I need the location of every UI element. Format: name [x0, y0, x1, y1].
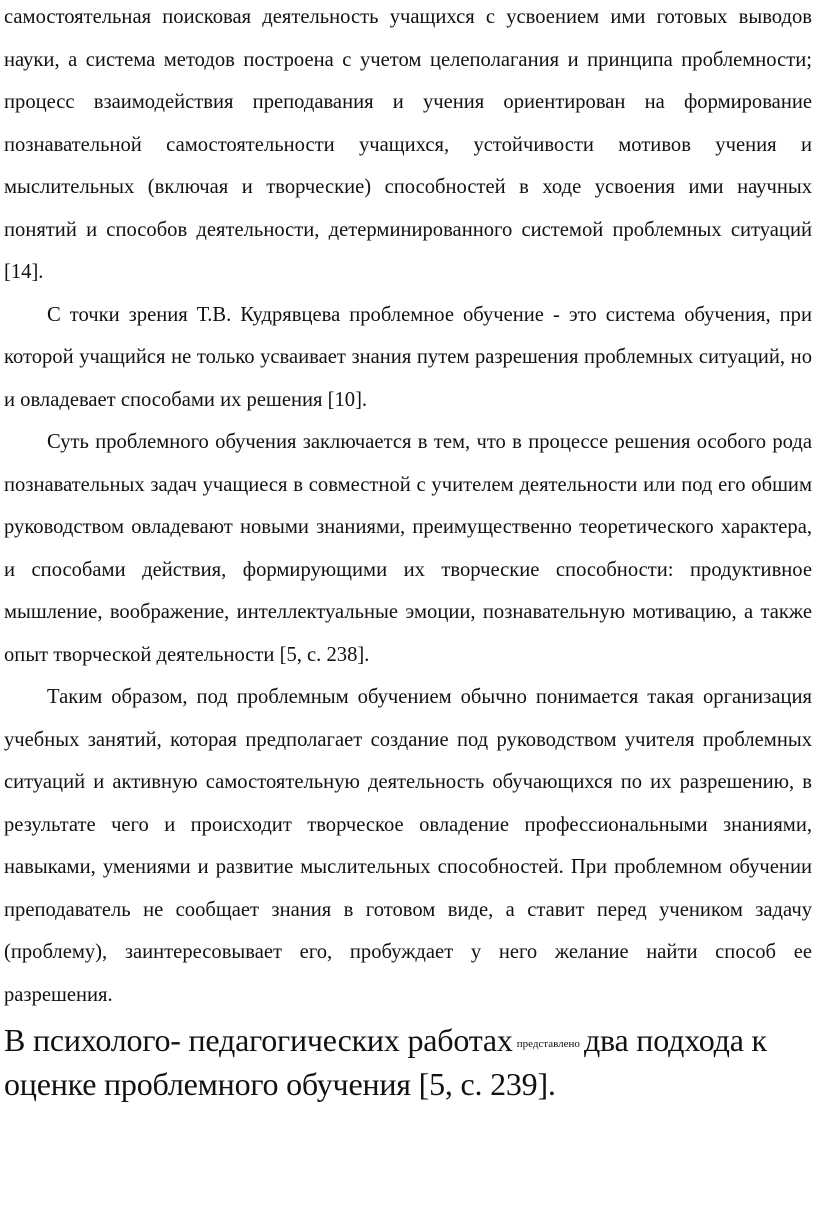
paragraph-4: Таким образом, под проблемным обучением обычно понимается такая организация учебных занятий, которая предполагает создание под руководством учителя проблемных ситуаций и активную самостоятельную деятельность обучающихся по их разрешению, в результате чего и происходит творческое овладение профессиональными знаниями, навыками, умениями и развитие мыслительных способностей. При проблемном обучении преподаватель не сообщает знания в готовом виде, а ставит перед учеником задачу (проблему), заинтересовывает его, пробуждает у него желание найти способ ее разрешения. [4, 686, 812, 1006]
final-paragraph-small-word: представлено [516, 1038, 580, 1051]
document-page [4, 0, 812, 1104]
paragraph-2: С точки зрения Т.В. Кудрявцева проблемное обучение - это система обучения, при которой учащийся не только усваивает знания путем разрешения проблемных ситуаций, но и овладевает способами их решения [10]. [4, 303, 812, 411]
paragraph-3: Суть проблемного обучения заключается в тем, что в процессе решения особого рода познавательных задач учащиеся в совместной с учителем деятельности или под его обшим руководством овладевают новыми знаниями, преимущественно теоретического характера, и способами действия, формирующими их творческие способности: продуктивное мышление, воображение, интеллектуальные эмоции, познавательную мотивацию, а также опыт творческой деятельности [5, с. 238]. [4, 431, 812, 666]
final-paragraph [4, 1020, 812, 1104]
final-paragraph-part1: В психолого- педагогических работах [4, 1022, 513, 1058]
paragraph-1: самостоятельная поисковая деятельность учащихся с усвоением ими готовых выводов науки, а система методов построена с учетом целеполагания и принципа проблемности; процесс взаимодействия преподавания и учения ориентирован на формирование познавательной самостоятельности учащихся, устойчивости мотивов учения и мыслительных (включая и творческие) способностей в ходе усвоения ими научных понятий и способов деятельности, детерминированного системой проблемных ситуаций [14]. [4, 6, 812, 283]
final-paragraph-part2: два подхода к оценке проблемного обучения [5, с. 239]. [4, 1022, 767, 1103]
